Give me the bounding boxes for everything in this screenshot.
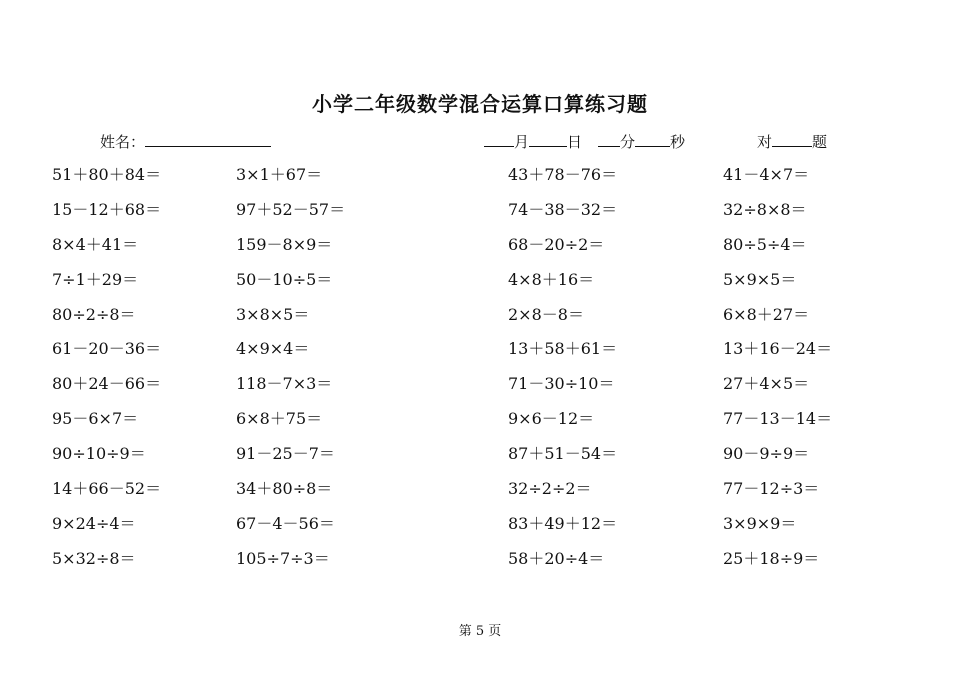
- month-label: 月: [514, 133, 530, 151]
- correct-blank: [772, 132, 812, 147]
- problem-item: 4×8＋16＝: [508, 269, 595, 289]
- day-label: 日: [567, 133, 583, 151]
- problem-item: 4×9×4＝: [236, 339, 310, 359]
- minute-label: 分: [620, 133, 636, 151]
- day-blank: [529, 132, 567, 147]
- problem-item: 5×9×5＝: [723, 269, 797, 289]
- problem-item: 90－9÷9＝: [723, 444, 810, 464]
- problem-item: 41－4×7＝: [723, 165, 810, 184]
- problem-item: 43＋78－76＝: [508, 165, 618, 184]
- problem-item: 68－20÷2＝: [508, 234, 605, 254]
- second-label: 秒: [670, 133, 686, 151]
- page-title: 小学二年级数学混合运算口算练习题: [312, 92, 648, 116]
- name-blank: [145, 132, 271, 147]
- problem-item: 95－6×7＝: [52, 409, 139, 429]
- problem-column: [508, 158, 617, 577]
- problem-item: 3×8×5＝: [236, 304, 310, 324]
- problem-column: [52, 158, 161, 577]
- problem-item: 13＋58＋61＝: [508, 339, 618, 359]
- name-field: [100, 131, 271, 152]
- problem-item: 83＋49＋12＝: [508, 513, 618, 533]
- problem-item: 2×8－8＝: [508, 304, 584, 324]
- problem-item: 61－20－36＝: [52, 339, 162, 359]
- problem-item: 6×8＋27＝: [723, 304, 810, 324]
- problem-item: 25＋18÷9＝: [723, 548, 820, 568]
- problem-item: 58＋20÷4＝: [508, 548, 605, 568]
- problem-item: 8×4＋41＝: [52, 234, 139, 254]
- score-field: [757, 131, 827, 152]
- problem-item: 91－25－7＝: [236, 444, 335, 464]
- problem-item: 9×24÷4＝: [52, 513, 136, 533]
- problem-item: 74－38－32＝: [508, 199, 618, 219]
- problem-item: 9×6－12＝: [508, 409, 595, 429]
- name-label: 姓名：: [100, 133, 146, 151]
- problem-item: 34＋80÷8＝: [236, 479, 333, 499]
- problem-item: 67－4－56＝: [236, 513, 335, 533]
- problem-item: 14＋66－52＝: [52, 479, 162, 499]
- problem-item: 97＋52－57＝: [236, 199, 346, 219]
- problem-item: 6×8＋75＝: [236, 409, 323, 429]
- problem-column: [236, 158, 345, 577]
- problem-item: 3×1＋67＝: [236, 165, 323, 184]
- problem-item: 90÷10÷9＝: [52, 444, 146, 464]
- problem-item: 159－8×9＝: [236, 234, 333, 254]
- problem-item: 80＋24－66＝: [52, 374, 162, 394]
- problem-item: 5×32÷8＝: [52, 548, 136, 568]
- correct-label: 对: [757, 133, 773, 151]
- page-number: 第 5 页: [458, 624, 502, 639]
- problem-item: 71－30÷10＝: [508, 374, 615, 394]
- month-blank: [484, 132, 514, 147]
- problem-item: 87＋51－54＝: [508, 444, 618, 464]
- problem-item: 80÷2÷8＝: [52, 304, 136, 324]
- problem-item: 27＋4×5＝: [723, 374, 810, 394]
- problem-item: 77－12÷3＝: [723, 479, 820, 499]
- problem-item: 15－12＋68＝: [52, 199, 162, 219]
- problem-item: 118－7×3＝: [236, 374, 333, 394]
- second-blank: [635, 132, 670, 147]
- problem-item: 77－13－14＝: [723, 409, 833, 429]
- problem-item: 105÷7÷3＝: [236, 548, 330, 568]
- problem-item: 51＋80＋84＝: [52, 165, 162, 184]
- problem-column: [723, 158, 832, 577]
- minute-blank: [598, 132, 620, 147]
- problem-item: 32÷2÷2＝: [508, 479, 592, 499]
- problem-item: 80÷5÷4＝: [723, 234, 807, 254]
- problem-item: 13＋16－24＝: [723, 339, 833, 359]
- problem-item: 3×9×9＝: [723, 513, 797, 533]
- problem-item: 32÷8×8＝: [723, 199, 807, 219]
- problem-item: 50－10÷5＝: [236, 269, 333, 289]
- question-label: 题: [812, 133, 828, 151]
- problem-item: 7÷1＋29＝: [52, 269, 139, 289]
- date-time-field: [484, 131, 685, 152]
